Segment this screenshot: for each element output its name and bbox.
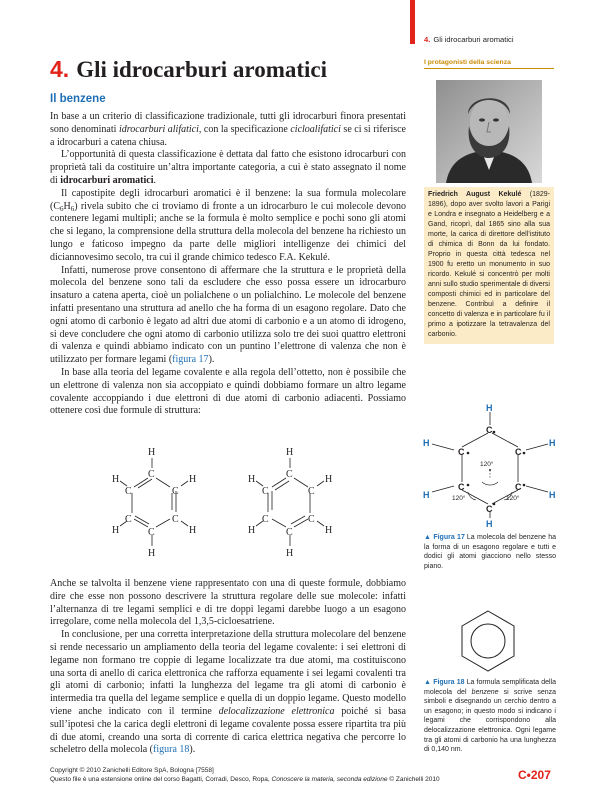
atom-h-label: H xyxy=(423,438,430,448)
atom-label: H xyxy=(112,474,120,485)
running-head-number: 4. xyxy=(424,35,431,44)
atom-label: H xyxy=(286,447,294,458)
figure-18-benzene-hexagon xyxy=(458,608,518,674)
page-number: C•207 xyxy=(518,768,551,782)
copyright-line: Copyright © 2010 Zanichelli Editore SpA, Bologna [7558] xyxy=(50,767,214,774)
atom-label: C xyxy=(125,514,132,525)
chapter-title-text: Gli idrocarburi aromatici xyxy=(76,57,328,82)
running-head-title: Gli idrocarburi aromatici xyxy=(433,35,514,44)
main-text-bottom xyxy=(50,578,406,757)
figure-17-caption xyxy=(424,533,556,571)
atom-h-label: H xyxy=(486,519,493,529)
atom-c-label: C xyxy=(458,482,465,492)
angle-label: 120° xyxy=(480,461,494,468)
bio-text: (1829-1896), dopo aver svolto lavori a Parigi e Londra e insegnato a Heidelberg e a Gand, ricoprì, dal 1865 sino alla sua morte, la carica di direttore dell’istituto di chimica di Bonn da lui fondato. Proprio in questa città tedesca nel 1900 fu eretto un monumento in suo ricordo. Kekulé si concentrò per molti anni sullo studio sperimentale di diversi composti chimici ed in particolare del benzene. Contribuì a definire il concetto di valenza e in particolare fu il primo a ipotizzare la tetravalenza del carbonio. xyxy=(428,191,550,338)
atom-c-label: C xyxy=(486,425,493,435)
atom-label: H xyxy=(325,474,333,485)
atom-h-label: H xyxy=(423,490,430,500)
atom-label: H xyxy=(189,525,197,536)
section-title: Il benzene xyxy=(50,93,106,105)
atom-label: C xyxy=(148,469,155,480)
figure-17-benzene-diagram xyxy=(420,400,560,530)
paragraph-5: In base alla teoria del legame covalente e alla regola dell’ottetto, non è possibile che un elettrone di valenza non sia accoppiato e quindi dobbiamo formare un altro legame covalente accoppiando i due elettroni di due atomi di carbonio adiacenti. Possiamo ottenere così due formule di struttura: xyxy=(50,366,406,417)
atom-label: C xyxy=(262,486,269,497)
caption-triangle-icon: ▲ xyxy=(424,534,432,541)
main-text-top xyxy=(50,111,406,418)
atom-h-label: H xyxy=(549,438,556,448)
figure-17-label: Figura 17 xyxy=(433,534,465,541)
figure-18-link[interactable]: figura 18 xyxy=(153,744,190,756)
atom-label: C xyxy=(172,514,179,525)
paragraph-4: Infatti, numerose prove consentono di affermare che la struttura e le proprietà della molecola del benzene sono tali da escludere che esso possa essere un idrocarburo insaturo a catena aperta, cioè un polialchene o un polialchino. Le molecole del benzene infatti presentano una struttura ad anello che ha forma di un esagono regolare. Dato che ogni atomo di carbonio è legato ad altri due atomi di carbonio e a un atomo di idrogeno, si deve concludere che ogni atomo di carbonio utilizza solo tre dei suoi quattro elettroni di valenza e quindi abbiamo indicato con un puntino l’elettrone di valenza che non è utilizzato per formare legami (figura 17). xyxy=(50,264,406,366)
atom-label: H xyxy=(148,548,156,559)
edition-line: Questo file è una estensione online del corso Bagatti, Corradi, Desco, Ropa, Conoscere la materia, seconda edizione © Zanichelli 2010 xyxy=(50,776,440,783)
figure-17-caption-text: La molecola del benzene ha la forma di un esagono regolare e tutti e dodici gli atomi giacciono nello stesso piano. xyxy=(424,534,556,570)
atom-label: C xyxy=(286,527,293,538)
kekule-portrait xyxy=(436,80,542,183)
bio-name: Friedrich August Kekulé xyxy=(428,191,522,198)
atom-h-label: H xyxy=(549,490,556,500)
figure-18-caption: ▲ Figura 18 La formula semplificata della molecola del benzene si scrive senza simboli e disegnando un cerchio dentro a un esagono; in questo modo si indicano i legami che corrispondono alla delocalizzazione elettronica. Ogni legame tra gli atomi di carbonio ha una lunghezza di 0,140 nm. xyxy=(424,679,557,754)
atom-c-label: C xyxy=(458,447,465,457)
atom-label: H xyxy=(325,525,333,536)
figure-17-link[interactable]: figura 17 xyxy=(172,354,209,366)
atom-c-label: C xyxy=(486,504,493,514)
paragraph-3: Il capostipite degli idrocarburi aromatici è il benzene: la sua formula molecolare $(C_6H_6)$ rivela subito che ci troviamo di fronte a un idrocarburo le cui molecole devono contenere legami multipli; anche se la formula è molto semplice e pochi sono gli atomi che si legano, la comprensione della struttura della molecola del benzene ha richiesto un lungo e faticoso impegno da parte delle migliori intelligenze dei chimici del diciannovesimo secolo, tra cui il grande chimico tedesco F.A. Kekulé. xyxy=(50,187,406,263)
atom-h-label: H xyxy=(486,403,493,413)
caption-triangle-icon: ▲ xyxy=(424,679,432,686)
atom-label: H xyxy=(189,474,197,485)
angle-label: 120° xyxy=(452,495,466,502)
sidebar-tag: I protagonisti della scienza xyxy=(424,59,554,69)
atom-label: C xyxy=(286,469,293,480)
atom-label: H xyxy=(112,525,120,536)
kekule-biography xyxy=(424,187,554,344)
left-formula-atoms xyxy=(112,447,196,559)
atom-label: C xyxy=(148,527,155,538)
angle-label: 120° xyxy=(506,495,520,502)
atom-label: H xyxy=(148,447,156,458)
atom-c-label: C xyxy=(515,482,522,492)
paragraph-1: In base a un criterio di classificazione tradizionale, tutti gli idrocarburi finora presentati sono denominati idrocarburi alifatici, con la specificazione cicloalifatici se ci si riferisce a idrocarburi a catena chiusa. xyxy=(50,111,406,148)
paragraph-6: Anche se talvolta il benzene viene rappresentato con una di queste formule, dobbiamo dire che esse non possono descrivere la struttura regolare delle sue molecole: infatti l’alternanza di tre legami semplici e di tre doppi legami darebbe luogo a un esagono irregolare, come nella molecola del 1,3,5-cicloesatriene. xyxy=(50,578,406,628)
chapter-number: 4. xyxy=(50,56,70,82)
atom-label: C xyxy=(308,486,315,497)
atom-c-label: C xyxy=(515,447,522,457)
paragraph-7: In conclusione, per una corretta interpretazione della struttura molecolare del benzene si rende necessario un ampliamento della teoria del legame covalente: i sei elettroni di legame non formano tre coppie di legame localizzate tra due atomi, ma costituiscono una sorta di anello di carica elettronica che rafforza equamente i sei legami covalenti tra gli atomi di carbonio; infatti la lunghezza del legame tra gli atomi di carbonio è intermedia tra quella del legame semplice e quella di un doppio legame. Questo modello viene anche indicato con il termine delocalizzazione elettronica poiché si basa sull’ipotesi che la carica degli elettroni di legame covalente possa essere ripartita tra più di due atomi, creando una sorta di corrente di carica elettrica negativa che percorre lo scheletro della molecola (figura 18). xyxy=(50,629,406,756)
running-head xyxy=(424,35,514,44)
kekule-structure-formulas xyxy=(90,440,333,570)
atom-label: H xyxy=(286,548,294,559)
paragraph-2: L’opportunità di questa classificazione è dettata dal fatto che esistono idrocarburi con proprietà tali da costituire un’altra importante categoria, a cui è stato assegnato il nome di idrocarburi aromatici. xyxy=(50,149,406,186)
atom-label: C xyxy=(172,486,179,497)
chapter-title xyxy=(50,55,327,84)
page-footer xyxy=(50,766,440,784)
atom-label: C xyxy=(308,514,315,525)
figure-18-label: Figura 18 xyxy=(433,679,465,686)
atom-label: C xyxy=(125,486,132,497)
atom-label: C xyxy=(262,514,269,525)
header-accent-bar xyxy=(410,0,415,44)
atom-label: H xyxy=(248,525,256,536)
atom-label: H xyxy=(248,474,256,485)
